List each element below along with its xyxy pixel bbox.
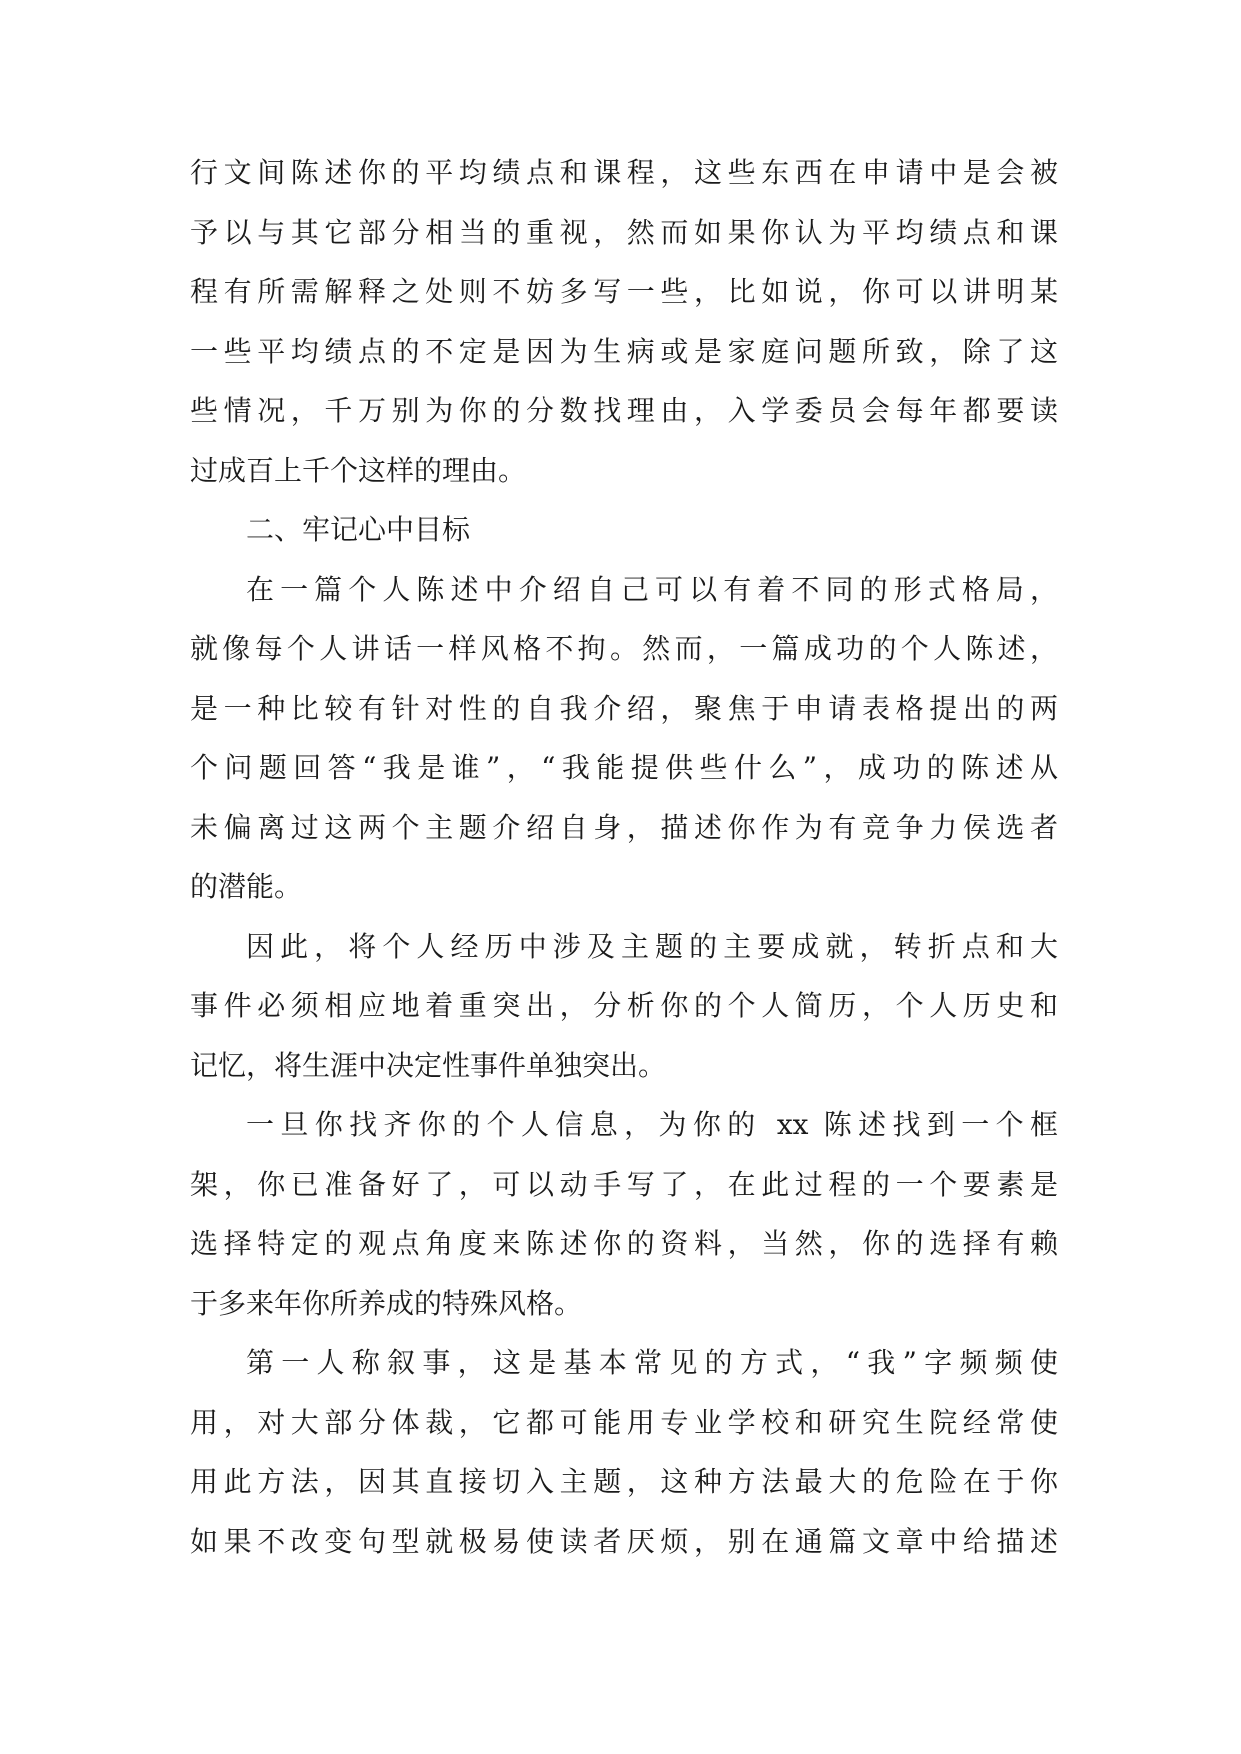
section-heading: 二、牢记心中目标 [246, 513, 471, 546]
text-line: 一旦你找齐你的个人信息，为你的 xx 陈述找到一个框 [246, 1108, 1058, 1141]
text-line: 个问题回答“我是谁”，“我能提供些什么”，成功的陈述从 [190, 751, 1058, 784]
text-line: 事件必须相应地着重突出，分析你的个人简历，个人历史和 [190, 989, 1058, 1022]
text-line: 用此方法，因其直接切入主题，这种方法最大的危险在于你 [190, 1465, 1058, 1498]
text-line: 于多来年你所养成的特殊风格。 [190, 1286, 583, 1320]
text-line: 予以与其它部分相当的重视，然而如果你认为平均绩点和课 [190, 215, 1058, 249]
text-line: 程有所需解释之处则不妨多写一些，比如说，你可以讲明某 [190, 275, 1058, 308]
text-line: 用，对大部分体裁，它都可能用专业学校和研究生院经常使 [190, 1405, 1058, 1439]
text-line: 过成百上千个这样的理由。 [190, 453, 527, 487]
text-line: 就像每个人讲话一样风格不拘。然而，一篇成功的个人陈述， [190, 632, 1058, 665]
text-line: 的潜能。 [190, 870, 303, 903]
text-line: 未偏离过这两个主题介绍自身，描述你作为有竞争力侯选者 [190, 810, 1058, 844]
text-line: 行文间陈述你的平均绩点和课程，这些东西在申请中是会被 [190, 156, 1058, 189]
text-line: 记忆，将生涯中决定性事件单独突出。 [190, 1048, 667, 1082]
text-line: 因此，将个人经历中涉及主题的主要成就，转折点和大 [246, 929, 1058, 963]
text-line: 一些平均绩点的不定是因为生病或是家庭问题所致，除了这 [190, 334, 1058, 368]
text-line: 如果不改变句型就极易使读者厌烦，别在通篇文章中给描述 [190, 1524, 1058, 1558]
text-line: 选择特定的观点角度来陈述你的资料，当然，你的选择有赖 [190, 1227, 1058, 1260]
text-line: 在一篇个人陈述中介绍自己可以有着不同的形式格局， [246, 572, 1058, 606]
text-line: 第一人称叙事，这是基本常见的方式，“我”字频频使 [246, 1346, 1058, 1379]
text-line: 架，你已准备好了，可以动手写了，在此过程的一个要素是 [190, 1167, 1058, 1201]
document-body [190, 158, 1058, 1586]
text-line: 些情况，千万别为你的分数找理由，入学委员会每年都要读 [190, 394, 1058, 427]
text-line: 是一种比较有针对性的自我介绍，聚焦于申请表格提出的两 [190, 691, 1058, 725]
